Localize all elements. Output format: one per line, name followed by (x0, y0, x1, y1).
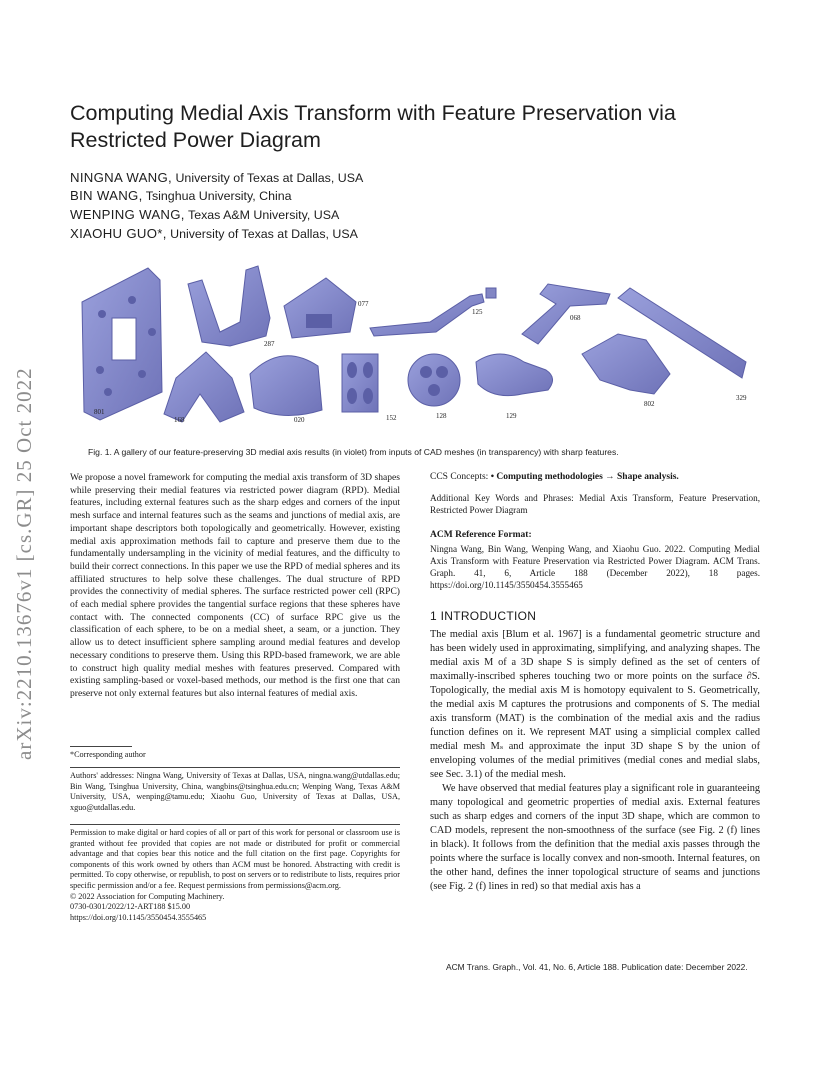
figure-label: 801 (94, 408, 105, 416)
author-name: BIN WANG, (70, 188, 143, 203)
arxiv-identifier: arXiv:2210.13676v1 [cs.GR] 25 Oct 2022 (12, 367, 36, 760)
cad-model-287 (188, 266, 270, 346)
abstract: We propose a novel framework for computing the medial axis transform of 3D shapes while preserving their medial features via restricted power diagram (RPD). Medial features, including external features such as the sharp edges and corners of the input mesh surface and internal features such as the seams and junctions of medial axis, are important shape descriptors both topologically and geometrically. However, existing medial axis approximation methods fail to capture and preserve them due to the fundamentally undersampling in the vicinity of medial features, and the difficulty to build their correct connections. In this paper we use the RPD of medial spheres and its affiliated structures to help solve these challenges. The dual structure of RPD provides the connectivity of medial spheres. The surface restricted power cell (RPC) of each medial sphere provides the tangential surface regions that these spheres have contact with. The connected components (CC) of surface RPC give us the classification of each sphere, to be on a medial sheet, a seam, or a junction. They allow us to detect insufficient sphere sampling around medial features and develop necessary conditions to preserve them. Using this RPD-based framework, we are able to construct high quality medial meshes with features preserved. Compared with existing sampling-based or voxel-based methods, our method is the first one that can preserve not only external features but also internal features of medial axis. (70, 472, 400, 699)
reference-format-body: Ningna Wang, Bin Wang, Wenping Wang, and Xiaohu Guo. 2022. Computing Medial Axis Transform with Feature Preservation via Restricted Power Diagram. ACM Trans. Graph. 41, 6, Article 188 (December 2022), 18 pages. https://doi.org/10.1145/3550454.3555465 (430, 544, 760, 590)
author-affiliation: Texas A&M University, USA (184, 208, 340, 222)
footnote-rule (70, 746, 132, 747)
cad-model-077 (284, 278, 356, 338)
author-affiliation: Tsinghua University, China (142, 189, 292, 203)
permission-block (70, 828, 400, 923)
teaser-figure (70, 262, 760, 430)
cad-model-128 (408, 354, 460, 406)
ccs-label: CCS Concepts: (430, 472, 491, 482)
reference-format-heading: ACM Reference Format: (430, 530, 532, 540)
figure-label: 168 (174, 416, 185, 424)
figure-label: 329 (736, 394, 747, 402)
cad-model-802 (582, 334, 670, 394)
figure-label: 129 (506, 412, 517, 420)
author-name: NINGNA WANG, (70, 170, 173, 185)
author-addresses: Authors' addresses: Ningna Wang, University of Texas at Dallas, USA, ningna.wang@utdallas.edu; Bin Wang, Tsinghua University, China, wangbins@tsinghua.edu.cn; Wenping Wang, Texas A&M University, USA, wenping@tamu.edu; Xiaohu Guo, University of Texas at Dallas, USA, xguo@utdallas.edu. (70, 771, 400, 812)
ccs-value: • Computing methodologies → Shape analysis. (490, 472, 679, 482)
keywords: Additional Key Words and Phrases: Medial Axis Transform, Feature Preservation, Restricted Power Diagram (430, 493, 760, 515)
figure-label: 125 (472, 308, 483, 316)
cad-model-152 (342, 354, 378, 412)
cad-model-068 (522, 284, 610, 344)
permission-text: Permission to make digital or hard copies of all or part of this work for personal or classroom use is granted without fee provided that copies are not made or distributed for profit or commercial advantage and that copies bear this notice and the full citation on the first page. Copyrights for components of this work owned by others than ACM must be honored. Abstracting with credit is permitted. To copy otherwise, or republish, to post on servers or to redistribute to lists, requires prior specific permission and/or a fee. Request permissions from permissions@acm.org. (70, 828, 400, 890)
figure-label: 152 (386, 414, 397, 422)
addresses-rule (70, 767, 400, 768)
figure-label: 020 (294, 416, 305, 424)
author-name: WENPING WANG, (70, 207, 185, 222)
paper-title: Computing Medial Axis Transform with Feature Preservation via Restricted Power Diagram (70, 101, 676, 152)
figure-label: 068 (570, 314, 581, 322)
corresponding-author-footnote: *Corresponding author (70, 750, 146, 759)
paragraph: We have observed that medial features play a significant role in guaranteeing many topological and geometric properties of medial axis. External features such as sharp edges and corners of the input 3D shape, which are common to CAD models, represent the non-smoothness of the surface (see Fig. 2 (f) lines in black). It follows from the definition that the medial axis passes through the points where the surface is locally convex and non-smooth. Internal features, on the other hand, defines the inner topological structure of seams and junctions (see Fig. 2 (f) lines in red) so that medial axis has a (430, 783, 760, 892)
cad-model-020 (250, 356, 322, 416)
page-footer: ACM Trans. Graph., Vol. 41, No. 6, Article 188. Publication date: December 2022. (446, 962, 748, 972)
ccs-concepts (430, 472, 760, 482)
figure-label: 802 (644, 400, 655, 408)
introduction-body (430, 628, 760, 894)
copyright-line: © 2022 Association for Computing Machinery. (70, 891, 225, 901)
author-name: XIAOHU GUO*, (70, 226, 167, 241)
section-heading-introduction: 1 INTRODUCTION (430, 609, 537, 623)
author-line (70, 188, 292, 203)
issn-line: 0730-0301/2022/12-ART188 $15.00 (70, 902, 191, 912)
cad-model-129 (476, 354, 553, 396)
author-line (70, 207, 339, 222)
figure-label: 128 (436, 412, 447, 420)
paragraph: The medial axis [Blum et al. 1967] is a fundamental geometric structure and has been widely used in approximating, simplifying, and analyzing shapes. The medial axis M of a 3D shape S is simply defined as the set of centers of maximally-inscribed spheres touching two or more points on the surface ∂S. Topologically, the medial axis M is homotopy equivalent to S. Geometrically, the medial axis M captures the protrusions and components of S. The medial axis transform (MAT) is the combination of the medial axis and the radius function defines on it. We represent MAT using a simplicial complex called medial mesh Mₛ and approximate the input 3D shape S by the union of enveloping volumes of the medial primitives (medial cones and medial slabs, see Sec. 3.1) of the medial mesh. (430, 629, 760, 780)
author-line (70, 226, 358, 241)
doi-link[interactable]: https://doi.org/10.1145/3550454.3555465 (70, 912, 207, 922)
figure-label: 077 (358, 300, 369, 308)
cad-model-168 (164, 352, 244, 422)
author-affiliation: University of Texas at Dallas, USA (172, 171, 364, 185)
cad-model-801 (82, 268, 162, 420)
permission-rule (70, 824, 400, 825)
figure-label: 287 (264, 340, 275, 348)
author-line (70, 170, 363, 185)
author-affiliation: University of Texas at Dallas, USA (166, 227, 358, 241)
figure-caption: Fig. 1. A gallery of our feature-preserving 3D medial axis results (in violet) from inputs of CAD meshes (in transparency) with sharp features. (88, 447, 619, 457)
